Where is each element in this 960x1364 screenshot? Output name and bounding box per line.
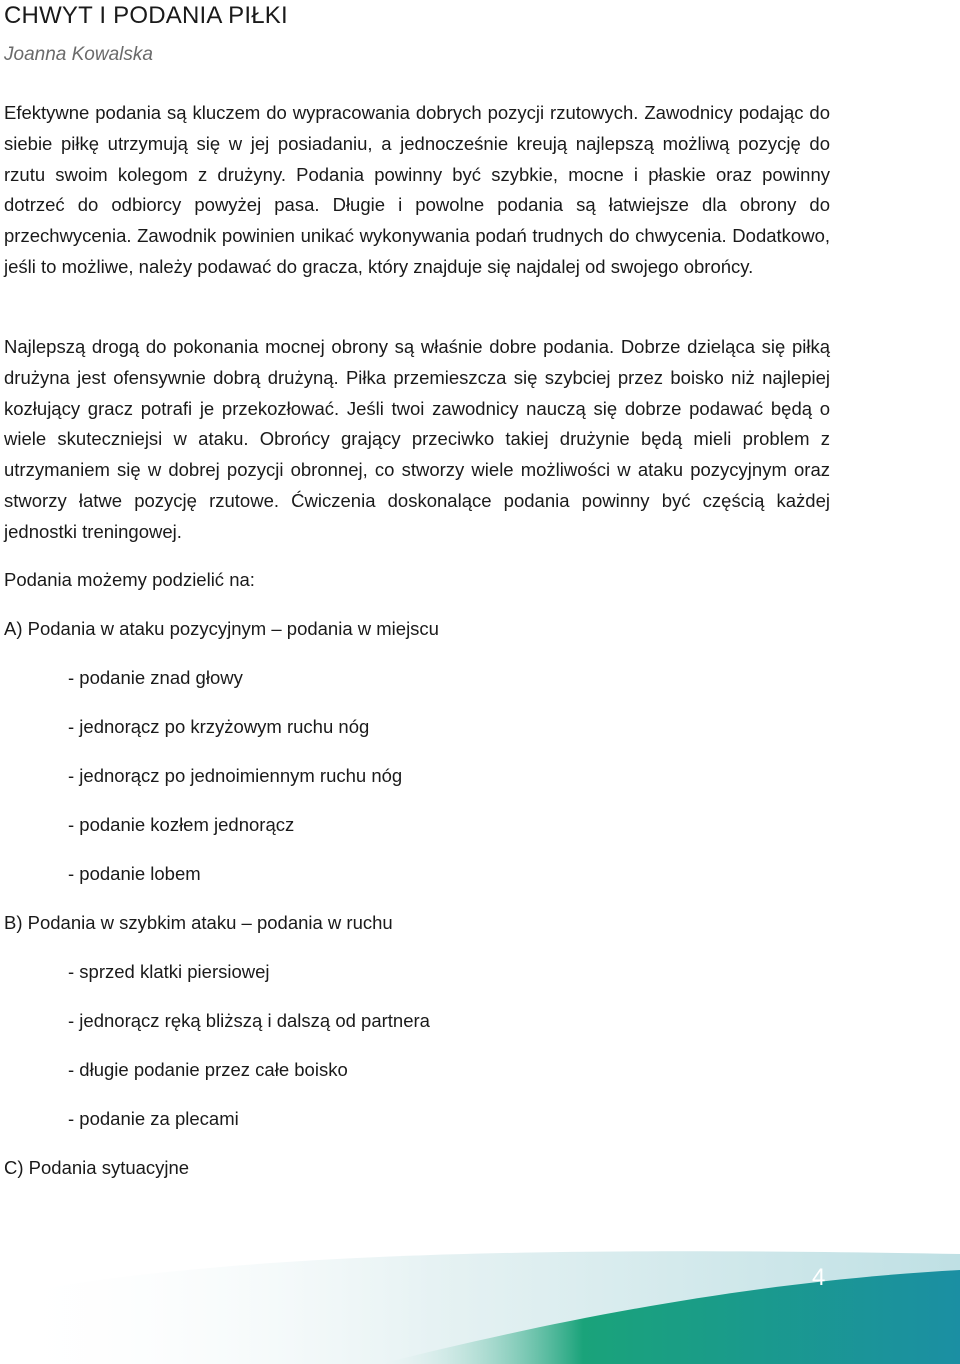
- paragraph-intro: Efektywne podania są kluczem do wypracowania dobrych pozycji rzutowych. Zawodnicy podając do siebie piłkę utrzymują się w jej posiadaniu, a jednocześnie kreują najlepszą możliwą pozycję do rzutu swoim kolegom z drużyny. Podania powinny być szybkie, mocne i płaskie oraz powinny dotrzeć do odbiorcy powyżej pasa. Długie i powolne podania są łatwiejsze dla obrony do przechwycenia. Zawodnik powinien unikać wykonywania podań trudnych do chwycenia. Dodatkowo, jeśli to możliwe, należy podawać do gracza, który znajduje się najdalej od swojego obrońcy.: [4, 102, 830, 277]
- paragraph-division: Podania możemy podzielić na:: [4, 569, 255, 590]
- list-item: - podanie lobem: [68, 863, 201, 884]
- list-item: - jednorącz po jednoimiennym ruchu nóg: [68, 765, 403, 786]
- document-author: Joanna Kowalska: [4, 44, 153, 65]
- list-heading-a: A) Podania w ataku pozycyjnym – podania w miejscu: [4, 618, 439, 639]
- list-item: - jednorącz po krzyżowym ruchu nóg: [68, 716, 370, 737]
- list-item: - długie podanie przez całe boisko: [68, 1059, 348, 1080]
- paragraph-defense: Najlepszą drogą do pokonania mocnej obrony są właśnie dobre podania. Dobrze dzieląca się piłką drużyna jest ofensywnie dobrą drużyną. Piłka przemieszcza się szybciej przez boisko niż najlepiej kozłujący gracz potrafi je przekozłować. Jeśli twoi zawodnicy nauczą się dobrze podawać będą o wiele skuteczniejsi w ataku. Obrońcy grający przeciwko takiej drużynie będą mieli problem z utrzymaniem się w dobrej pozycji obronnej, co stworzy wiele możliwości w ataku pozycyjnym oraz stworzy łatwe pozycję rzutowe. Ćwiczenia doskonalące podania powinny być częścią każdej jednostki treningowej.: [4, 336, 830, 542]
- page-number: 4: [812, 1264, 826, 1291]
- footer-decoration: [0, 1236, 960, 1364]
- list-item: - podanie za plecami: [68, 1108, 239, 1129]
- list-item: - podanie znad głowy: [68, 667, 243, 688]
- list-item: - podanie kozłem jednorącz: [68, 814, 295, 835]
- list-heading-b: B) Podania w szybkim ataku – podania w ruchu: [4, 912, 393, 933]
- list-heading-c: C) Podania sytuacyjne: [4, 1157, 190, 1178]
- list-item: - sprzed klatki piersiowej: [68, 961, 270, 982]
- document-title: CHWYT I PODANIA PIŁKI: [4, 2, 288, 29]
- list-item: - jednorącz ręką bliższą i dalszą od partnera: [68, 1010, 430, 1031]
